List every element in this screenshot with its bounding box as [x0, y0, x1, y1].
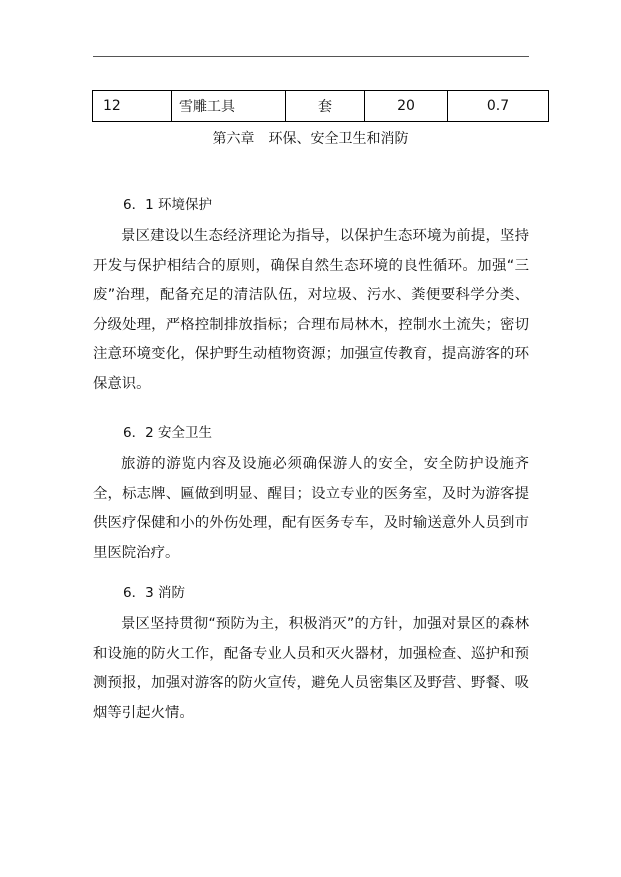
- section-text-fire: 景区坚持贯彻“预防为主，积极消灭”的方针，加强对景区的森林和设施的防火工作，配备专业人员和灭火器材，加强检查、巡护和预测预报，加强对游客的防火宣传，避免人员密集区及野营、野餐、吸烟等引起火情。: [93, 616, 529, 721]
- table-row: [93, 91, 549, 122]
- table-cell-name: 雪雕工具: [172, 91, 286, 122]
- section-heading-safety: 6．2 安全卫生: [123, 425, 212, 441]
- section-heading-environment: 6．1 环境保护: [123, 197, 212, 213]
- equipment-table: [92, 90, 549, 122]
- chapter-title: 第六章 环保、安全卫生和消防: [212, 131, 409, 147]
- header-rule: [93, 56, 529, 57]
- section-heading-fire: 6．3 消防: [123, 585, 185, 601]
- table-cell-no: 12: [93, 91, 172, 122]
- section-text-safety: 旅游的游览内容及设施必须确保游人的安全，安全防护设施齐全，标志牌、匾做到明显、醒目；设立专业的医务室，及时为游客提供医疗保健和小的外伤处理，配有医务专车，及时输送意外人员到市里医院治疗。: [93, 456, 529, 561]
- section-text-environment: 景区建设以生态经济理论为指导，以保护生态环境为前提，坚持开发与保护相结合的原则，确保自然生态环境的良性循环。加强“三废”治理，配备充足的清洁队伍，对垃圾、污水、粪便要科学分类、分级处理，严格控制排放指标；合理布局林木，控制水土流失；密切注意环境变化，保护野生动植物资源；加强宣传教育，提高游客的环保意识。: [93, 228, 529, 392]
- table-cell-value: 0.7: [448, 91, 549, 122]
- table-cell-unit: 套: [286, 91, 365, 122]
- table-cell-qty: 20: [365, 91, 448, 122]
